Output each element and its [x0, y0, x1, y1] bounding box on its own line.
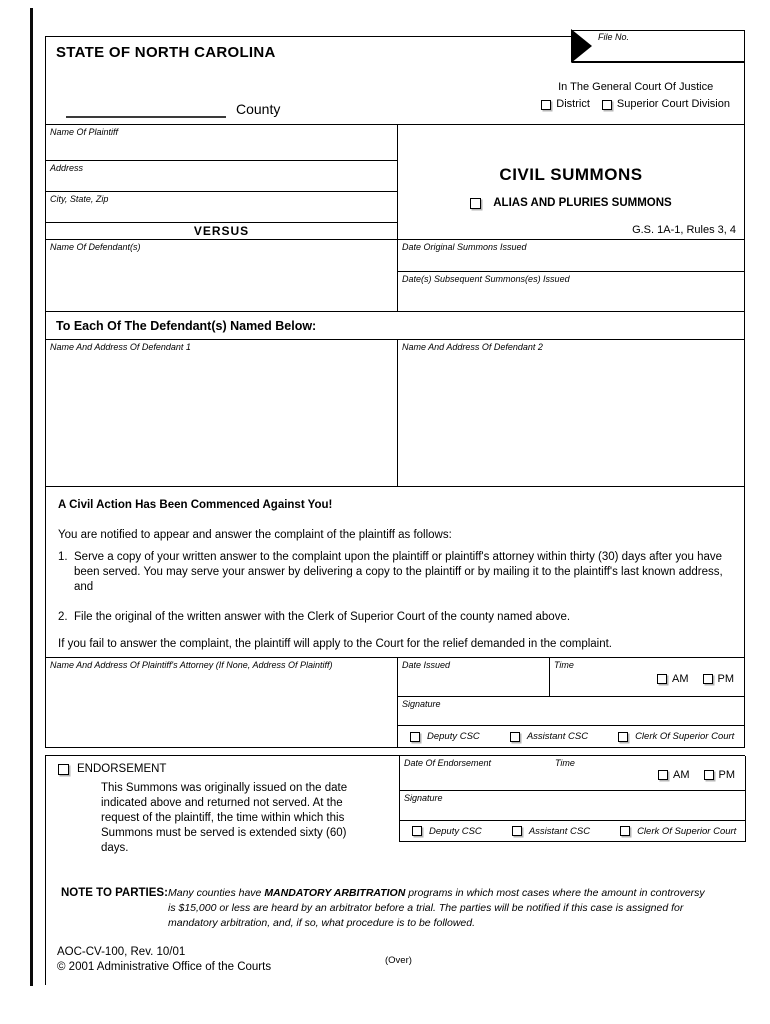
am-option: AM — [657, 673, 689, 685]
am-checkbox[interactable] — [657, 674, 667, 684]
file-number-field[interactable] — [572, 30, 745, 63]
form-title: CIVIL SUMMONS — [499, 165, 643, 184]
statute-reference: G.S. 1A-1, Rules 3, 4 — [632, 224, 736, 236]
defendant-name-label: Name Of Defendant(s) — [50, 242, 141, 252]
date-original-summons-field[interactable] — [398, 240, 745, 272]
copyright-line: © 2001 Administrative Office of the Courts — [57, 961, 272, 973]
county-input-line[interactable] — [66, 116, 226, 118]
endorsement-signature-label: Signature — [404, 793, 443, 803]
note-bold-phrase: MANDATORY ARBITRATION — [264, 887, 406, 899]
court-division-block — [541, 81, 730, 111]
alias-pluries-option — [398, 197, 744, 209]
endorsement-checkbox[interactable] — [58, 764, 69, 775]
over-indicator: (Over) — [385, 955, 412, 966]
defendants-section-header — [45, 312, 745, 340]
endorsement-clerk-superior-court-option: Clerk Of Superior Court — [620, 826, 736, 837]
date-issued-field[interactable] — [398, 658, 550, 697]
county-label: County — [236, 101, 281, 117]
notice-step2: 2. File the original of the written answer with the Clerk of Superior Court of the county named above. — [58, 611, 571, 623]
endorsement-am-option: AM — [658, 769, 690, 781]
endorsement-csc-row — [399, 821, 746, 842]
endorsement-deputy-csc-option: Deputy CSC — [412, 826, 482, 837]
time-issued-field[interactable] — [550, 658, 745, 697]
defendant2-address-field[interactable] — [398, 340, 745, 487]
endorsement-clerk-superior-court-checkbox[interactable] — [620, 826, 630, 836]
endorsement-title: ENDORSEMENT — [77, 763, 167, 775]
endorsement-am-checkbox[interactable] — [658, 770, 668, 780]
district-label: District — [556, 98, 590, 110]
attorney-address-label: Name And Address Of Plaintiff's Attorney (If None, Address Of Plaintiff) — [50, 660, 333, 670]
assistant-csc-checkbox[interactable] — [510, 732, 520, 742]
attorney-address-field[interactable] — [45, 658, 398, 748]
issuance-signature-label: Signature — [402, 699, 441, 709]
clerk-superior-court-option: Clerk Of Superior Court — [618, 731, 734, 742]
date-endorsement-field[interactable] — [399, 756, 551, 791]
summons-title-section — [398, 125, 745, 240]
time-endorsement-field[interactable] — [551, 756, 746, 791]
endorsement-assistant-csc-option: Assistant CSC — [512, 826, 590, 837]
note-to-parties-text: Many counties have MANDATORY ARBITRATION programs in which most cases where the amount in controversy is $15,000 or less are heard by an arbitrator before a trial. The parties will be notified if this case is assigned for mandatory arbitration, and, if so, what procedure is to be followed. — [168, 887, 705, 929]
notice-warning: If you fail to answer the complaint, the plaintiff will apply to the Court for the relief demanded in the complaint. — [58, 638, 613, 650]
defendant1-address-label: Name And Address Of Defendant 1 — [50, 342, 191, 352]
endorsement-body: This Summons was originally issued on the date indicated above and returned not served. At the request of the plaintiff, the time within which this Summons must be served is extended sixty (60) days. — [101, 782, 348, 854]
pm-checkbox[interactable] — [703, 674, 713, 684]
alias-pluries-checkbox[interactable] — [470, 198, 481, 209]
superior-label: Superior Court Division — [616, 98, 730, 110]
file-number-arrow-icon — [571, 29, 592, 63]
deputy-csc-option: Deputy CSC — [410, 731, 480, 742]
time-issued-label: Time — [554, 660, 574, 670]
notice-section — [45, 487, 745, 658]
time-endorsement-label: Time — [555, 758, 575, 768]
issuance-signature-field[interactable] — [398, 697, 745, 726]
endorsement-signature-field[interactable] — [399, 791, 746, 821]
defendant1-address-field[interactable] — [45, 340, 398, 487]
pm-option: PM — [703, 673, 735, 685]
endorsement-pm-option: PM — [704, 769, 736, 781]
versus-label: VERSUS — [193, 224, 250, 238]
district-checkbox[interactable] — [541, 100, 551, 110]
endorsement-option — [58, 763, 166, 775]
notice-heading: A Civil Action Has Been Commenced Against You! — [58, 499, 333, 511]
versus-band — [45, 223, 398, 240]
notice-intro: You are notified to appear and answer the complaint of the plaintiff as follows: — [58, 529, 452, 541]
notice-step1: 1. Serve a copy of your written answer to the complaint upon the plaintiff or plaintiff's attorney within thirty (30) days after you have been served. You may serve your answer by delivering a copy to the plaintiff or by mailing it to the plaintiff's last known address, and — [58, 551, 723, 593]
plaintiff-address-field[interactable] — [45, 161, 398, 192]
defendant-name-field[interactable] — [45, 240, 398, 312]
deputy-csc-checkbox[interactable] — [410, 732, 420, 742]
page-edge-line — [30, 8, 33, 986]
plaintiff-name-label: Name Of Plaintiff — [50, 127, 119, 137]
date-issued-label: Date Issued — [402, 660, 451, 670]
endorsement-deputy-csc-checkbox[interactable] — [412, 826, 422, 836]
plaintiff-name-field[interactable] — [45, 125, 398, 161]
date-subsequent-summons-label: Date(s) Subsequent Summons(es) Issued — [402, 274, 570, 284]
form-number: AOC-CV-100, Rev. 10/01 — [57, 946, 186, 958]
superior-checkbox[interactable] — [602, 100, 612, 110]
court-title: In The General Court Of Justice — [558, 81, 714, 93]
assistant-csc-option: Assistant CSC — [510, 731, 588, 742]
date-original-summons-label: Date Original Summons Issued — [402, 242, 527, 252]
alias-pluries-label: ALIAS AND PLURIES SUMMONS — [493, 197, 672, 209]
state-title: STATE OF NORTH CAROLINA — [56, 44, 276, 61]
plaintiff-city-state-zip-field[interactable] — [45, 192, 398, 223]
endorsement-assistant-csc-checkbox[interactable] — [512, 826, 522, 836]
date-endorsement-label: Date Of Endorsement — [404, 758, 492, 768]
superior-option — [602, 98, 730, 111]
date-subsequent-summons-field[interactable] — [398, 272, 745, 312]
endorsement-pm-checkbox[interactable] — [704, 770, 714, 780]
defendant2-address-label: Name And Address Of Defendant 2 — [402, 342, 543, 352]
note-to-parties-label: NOTE TO PARTIES: — [61, 887, 168, 899]
plaintiff-address-label: Address — [50, 163, 84, 173]
file-number-label: File No. — [598, 32, 630, 42]
issuance-csc-row — [398, 726, 745, 748]
plaintiff-city-state-zip-label: City, State, Zip — [50, 194, 109, 204]
district-option — [541, 98, 590, 111]
defendants-section-title: To Each Of The Defendant(s) Named Below: — [56, 318, 317, 333]
clerk-superior-court-checkbox[interactable] — [618, 732, 628, 742]
